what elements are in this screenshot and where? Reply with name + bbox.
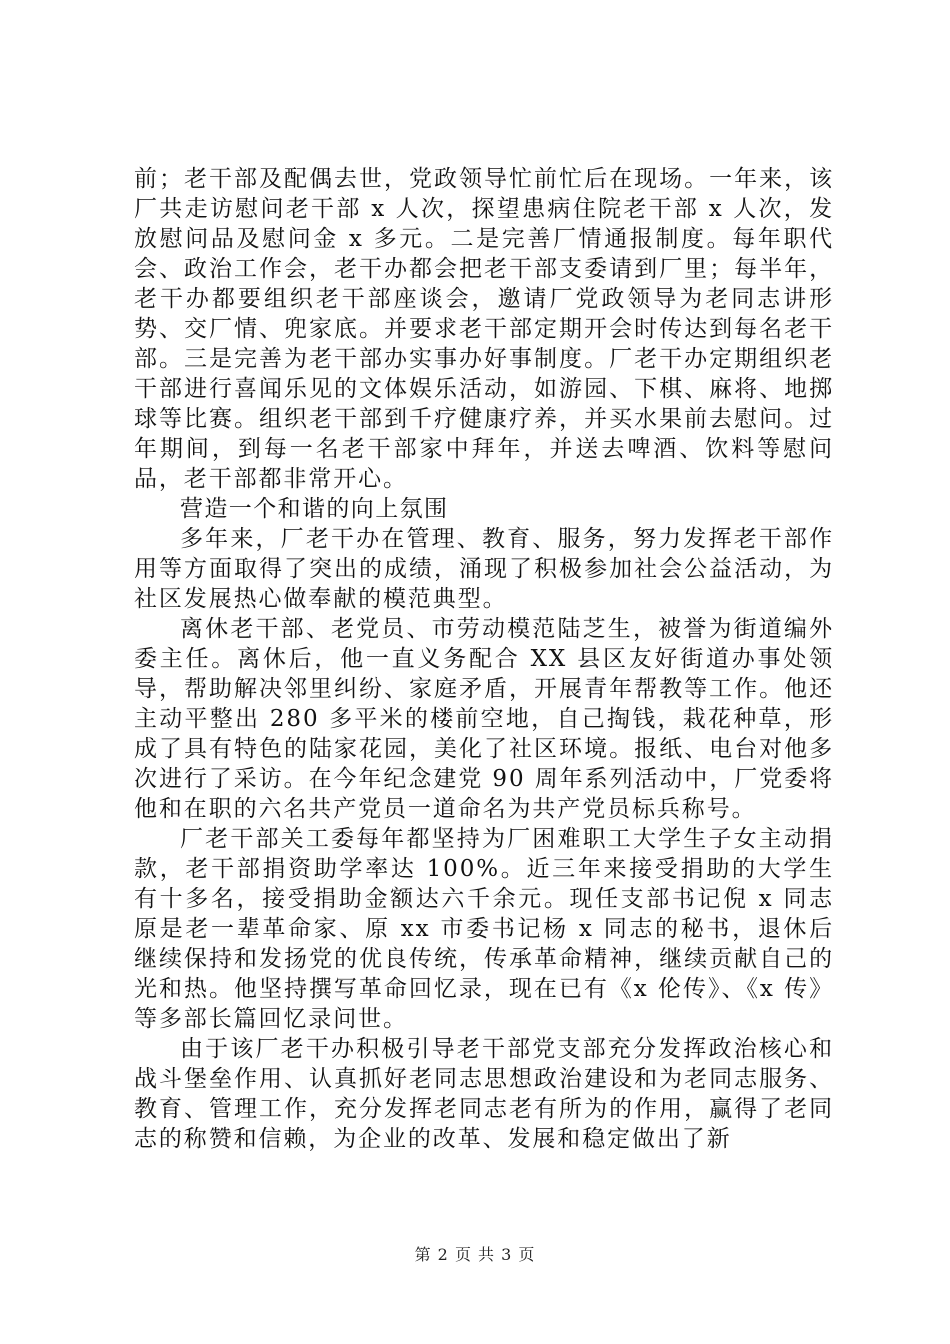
section-heading: 营造一个和谐的向上氛围: [180, 496, 449, 522]
document-body: [134, 164, 834, 1154]
paragraph-lu-zhisheng: 离休老干部、老党员、市劳动模范陆芝生，被誉为街道编外委主任。离休后，他一直义务配合 XX 县区友好街道办事处领导，帮助解决邻里纠纷、家庭矛盾，开展青年帮教等工作。他还主动平整出 280 多平米的楼前空地，自己掏钱，栽花种草，形成了具有特色的陆家花园，美化了社区环境。报纸、电台对他多次进行了采访。在今年纪念建党 90 周年系列活动中，厂党委将他和在职的六名共产党员一道命名为共产党员标兵称号。: [134, 616, 834, 822]
page-number-footer: 第 2 页 共 3 页: [414, 1245, 536, 1264]
paragraph-donations: 厂老干部关工委每年都坚持为厂困难职工大学生子女主动捐款，老干部捐资助学率达 100%。近三年来接受捐助的大学生有十多名，接受捐助金额达六千余元。现任支部书记倪 x 同志原是老一辈革命家、原 xx 市委书记杨 x 同志的秘书，退休后继续保持和发扬党的优良传统，传承革命精神，继续贡献自己的光和热。他坚持撰写革命回忆录，现在已有《x 伦传》、《x 传》等多部长篇回忆录问世。: [134, 826, 834, 1032]
paragraph-continuation: 前；老干部及配偶去世，党政领导忙前忙后在现场。一年来，该厂共走访慰问老干部 x 人次，探望患病住院老干部 x 人次，发放慰问品及慰问金 x 多元。二是完善厂情通报制度。每年职代会、政治工作会，老干办都会把老干部支委请到厂里；每半年，老干办都要组织老干部座谈会，邀请厂党政领导为老同志讲形势、交厂情、兜家底。并要求老干部定期开会时传达到每名老干部。三是完善为老干部办实事办好事制度。厂老干办定期组织老干部进行喜闻乐见的文体娱乐活动，如游园、下棋、麻将、地掷球等比赛。组织老干部到千疗健康疗养，并买水果前去慰问。过年期间，到每一名老干部家中拜年，并送去啤酒、饮料等慰问品，老干部都非常开心。: [134, 166, 834, 492]
paragraph-achievements: 多年来，厂老干办在管理、教育、服务，努力发挥老干部作用等方面取得了突出的成绩，涌现了积极参加社会公益活动，为社区发展热心做奉献的模范典型。: [134, 526, 834, 612]
paragraph-conclusion: 由于该厂老干办积极引导老干部党支部充分发挥政治核心和战斗堡垒作用、认真抓好老同志思想政治建设和为老同志服务、教育、管理工作，充分发挥老同志老有所为的作用，赢得了老同志的称赞和信赖，为企业的改革、发展和稳定做出了新: [134, 1036, 834, 1152]
